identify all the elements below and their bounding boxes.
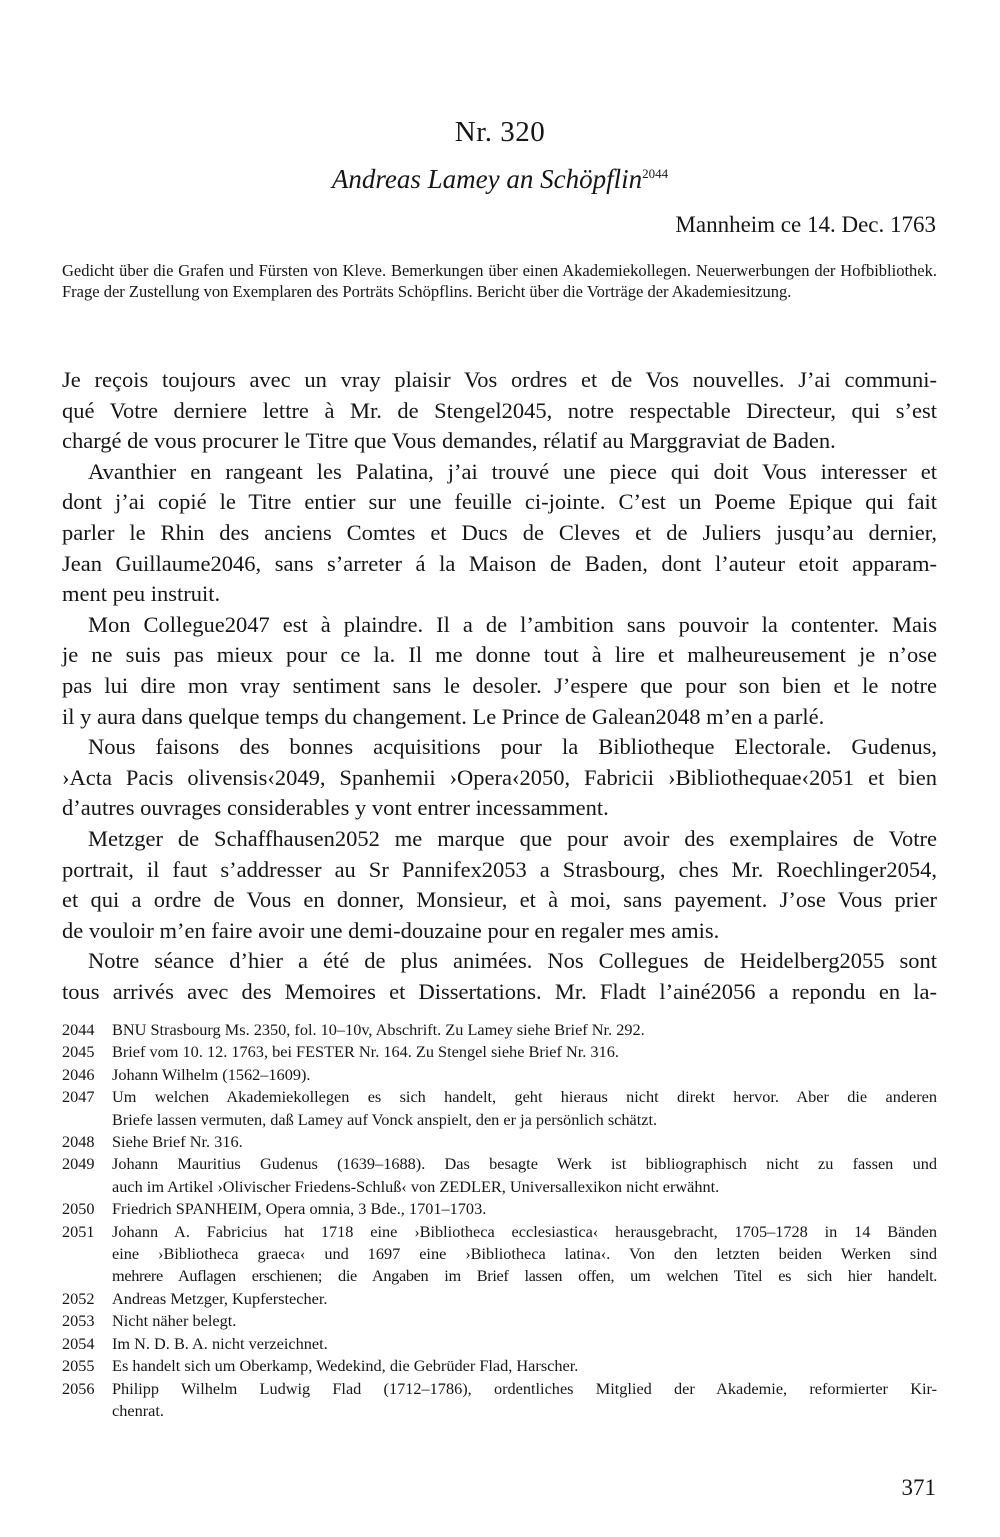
footnote-text [112, 1086, 937, 1131]
letter-number-heading: Nr. 320 [454, 116, 546, 148]
footnote-line: Brief vom 10. 12. 1763, bei FESTER Nr. 164. Zu Stengel siehe Brief Nr. 316. [112, 1042, 619, 1062]
footnote [62, 1086, 937, 1131]
footnote-line: Im N. D. B. A. nicht verzeichnet. [112, 1333, 328, 1353]
body-line: Mon Collegue2047 est à plaindre. Il a de l’ambition sans pouvoir la contenter. Mais [88, 611, 937, 637]
body-line: et qui a ordre de Vous en donner, Monsieur, et à moi, sans payement. J’ose Vous prier [62, 887, 937, 913]
body-line: je ne suis pas mieux pour ce la. Il me donne tout à lire et malheureusement je n’ose [62, 642, 937, 668]
footnote-line: Johann A. Fabricius hat 1718 eine ›Bibliotheca ecclesiastica‹ herausgebracht, 1705–1728 in 14 Bänden [112, 1221, 937, 1241]
footnote-line: mehrere Auflagen erschienen; die Angaben im Brief lassen offen, um welchen Titel es sich hier handelt. [112, 1266, 937, 1286]
body-line: il y aura dans quelque temps du changement. Le Prince de Galean2048 m’en a parlé. [62, 703, 825, 729]
footnote [62, 1288, 937, 1310]
footnote-line: Johann Mauritius Gudenus (1639–1688). Das besagte Werk ist bibliographisch nicht zu fassen und [112, 1154, 937, 1174]
body-line: qué Votre derniere lettre à Mr. de Stengel2045, notre respectable Directeur, qui s’est [62, 397, 937, 423]
regest-summary: Gedicht über die Grafen und Fürsten von Kleve. Bemerkungen über einen Akademiekollegen. Neuerwerbungen der Hofbibliothek. Frage der Zustellung von Exemplaren des Porträts Schöpflins. Bericht über die Vorträge der Akademiesitzung. [62, 261, 937, 301]
footnote-number: 2046 [62, 1064, 95, 1084]
footnote-text [112, 1221, 937, 1288]
footnote-number: 2045 [62, 1042, 95, 1062]
body-line: ›Acta Pacis olivensis‹2049, Spanhemii ›Opera‹2050, Fabricii ›Bibliothequae‹2051 et bien [62, 764, 937, 790]
footnote-line: Es handelt sich um Oberkamp, Wedekind, die Gebrüder Flad, Harscher. [112, 1356, 579, 1376]
footnote-line: BNU Strasbourg Ms. 2350, fol. 10–10v, Abschrift. Zu Lamey siehe Brief Nr. 292. [112, 1020, 645, 1039]
body-line: pas lui dire mon vray sentiment sans le desoler. J’espere que pour son bien et le notre [62, 672, 937, 698]
body-line: tous arrivés avec des Memoires et Dissertations. Mr. Fladt l’ainé2056 a repondu en la- [62, 978, 937, 1004]
footnote [62, 1378, 937, 1423]
footnote-line: Um welchen Akademiekollegen es sich handelt, geht hieraus nicht direkt hervor. Aber die anderen [112, 1087, 937, 1107]
footnote-line: Siehe Brief Nr. 316. [112, 1132, 243, 1152]
footnote-number: 2055 [62, 1356, 95, 1376]
letter-body [62, 365, 937, 1007]
footnote-text [112, 1131, 937, 1153]
body-line: Jean Guillaume2046, sans s’arreter á la Maison de Baden, dont l’auteur etoit apparam- [62, 550, 937, 576]
footnote-line: eine ›Bibliotheca graeca‹ und 1697 eine ›Bibliotheca latina‹. Von den letzten beiden Werken sind [112, 1244, 937, 1264]
page-number: 371 [901, 1475, 936, 1500]
letter-title-text: Andreas Lamey an Schöpflin [331, 164, 643, 194]
footnote [62, 1198, 937, 1220]
footnote-text [112, 1064, 937, 1086]
place-date: Mannheim ce 14. Dec. 1763 [675, 212, 936, 237]
footnotes [62, 1019, 937, 1422]
body-line: Nous faisons des bonnes acquisitions pour la Bibliotheque Electorale. Gudenus, [88, 734, 937, 760]
footnote-text [112, 1288, 937, 1310]
footnote-line: Philipp Wilhelm Ludwig Flad (1712–1786), ordentliches Mitglied der Akademie, reformierter Kir- [112, 1378, 937, 1398]
body-line: Je reçois toujours avec un vray plaisir Vos ordres et de Vos nouvelles. J’ai communi- [62, 367, 937, 392]
footnote [62, 1355, 937, 1377]
body-line: chargé de vous procurer le Titre que Vous demandes, rélatif au Marggraviat de Baden. [62, 428, 836, 454]
body-line: Avanthier en rangeant les Palatina, j’ai trouvé une piece qui doit Vous interesser et [88, 458, 937, 484]
footnote-number: 2051 [62, 1221, 95, 1241]
footnote-text [112, 1198, 937, 1220]
footnote-line: Briefe lassen vermuten, daß Lamey auf Vonck anspielt, den er ja persönlich schätzt. [112, 1109, 658, 1129]
footnote-text [112, 1355, 937, 1377]
footnote-number: 2056 [62, 1378, 95, 1398]
body-line: de vouloir m’en faire avoir une demi-douzaine pour en regaler mes amis. [62, 917, 720, 943]
footnote-text [112, 1333, 937, 1355]
footnote [62, 1221, 937, 1288]
footnote-line: Andreas Metzger, Kupferstecher. [112, 1288, 328, 1308]
footnote-line: Johann Wilhelm (1562–1609). [112, 1064, 311, 1084]
letter-title-note-ref: 2044 [642, 166, 669, 181]
footnote [62, 1333, 937, 1355]
footnote-number: 2048 [62, 1132, 95, 1152]
footnote-text [112, 1019, 937, 1041]
footnote-number: 2049 [62, 1154, 95, 1174]
footnote-text [112, 1310, 937, 1332]
footnote-text [112, 1041, 937, 1063]
footnote-line: auch im Artikel ›Olivischer Friedens-Schluß‹ von ZEDLER, Universallexikon nicht erwähnt. [112, 1176, 720, 1196]
body-line: parler le Rhin des anciens Comtes et Ducs de Cleves et de Juliers jusqu’au dernier, [62, 519, 937, 545]
footnote-number: 2050 [62, 1199, 95, 1219]
footnote [62, 1064, 937, 1086]
footnote [62, 1153, 937, 1198]
footnote-number: 2053 [62, 1311, 95, 1331]
footnote [62, 1310, 937, 1332]
body-line: Notre séance d’hier a été de plus animées. Nos Collegues de Heidelberg2055 sont [88, 948, 937, 974]
footnote-text [112, 1378, 937, 1423]
footnote-number: 2054 [62, 1333, 95, 1353]
footnote-text [112, 1153, 937, 1198]
footnote [62, 1041, 937, 1063]
body-line: d’autres ouvrages considerables y vont entrer incessamment. [62, 795, 609, 821]
footnote-number: 2044 [62, 1020, 95, 1039]
footnote [62, 1131, 937, 1153]
body-line: ment peu instruit. [62, 581, 221, 607]
footnote [62, 1019, 937, 1041]
body-line: portrait, il faut s’addresser au Sr Pannifex2053 a Strasbourg, ches Mr. Roechlinger2054, [62, 856, 937, 882]
footnote-line: Friedrich SPANHEIM, Opera omnia, 3 Bde., 1701–1703. [112, 1199, 487, 1219]
footnote-number: 2052 [62, 1288, 95, 1308]
footnote-number: 2047 [62, 1087, 95, 1107]
body-line: Metzger de Schaffhausen2052 me marque que pour avoir des exemplaires de Votre [88, 825, 937, 851]
letter-title [0, 164, 1000, 195]
footnote-line: chenrat. [112, 1400, 164, 1420]
body-line: dont j’ai copié le Titre entier sur une feuille ci-jointe. C’est un Poeme Epique qui fait [62, 489, 937, 515]
footnote-line: Nicht näher belegt. [112, 1311, 237, 1331]
